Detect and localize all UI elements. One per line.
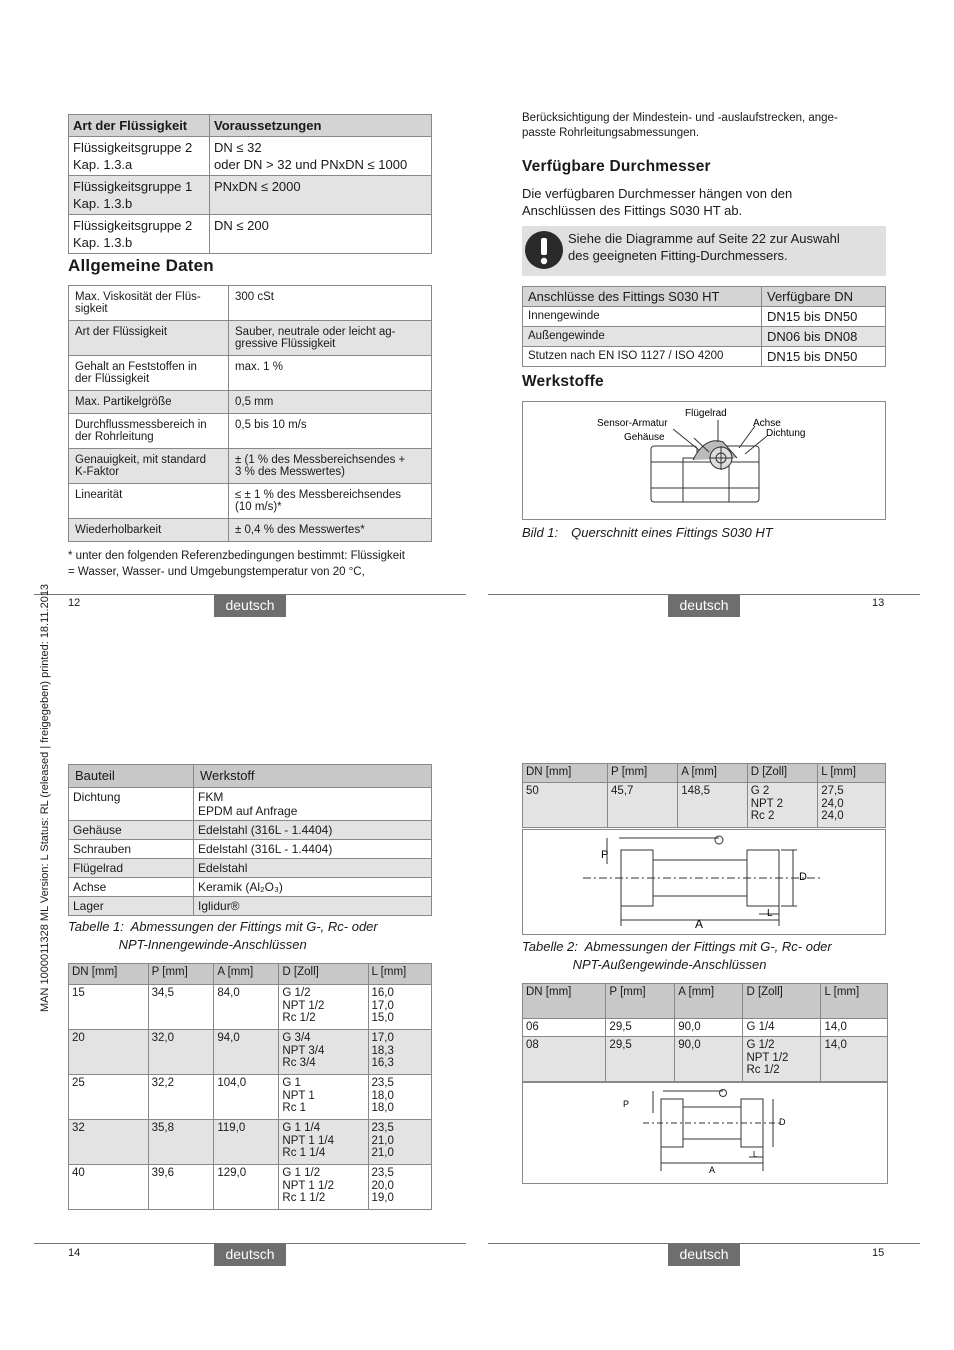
table-header: P [mm]	[606, 984, 675, 1019]
table-cell: Wiederholbarkeit	[69, 519, 229, 542]
table-row	[69, 897, 432, 916]
table-row	[69, 286, 432, 321]
table-cell: Kap. 1.3.b	[73, 196, 133, 211]
table-cell: 39,6	[148, 1165, 214, 1210]
dim-label-p: P	[601, 849, 609, 861]
external-thread-dimensions-table	[522, 983, 888, 1082]
label-sensor: Sensor-Armatur	[597, 418, 668, 429]
table-cell: DN15 bis DN50	[762, 307, 886, 327]
table-header: D [Zoll]	[747, 764, 818, 783]
dim-label-a: A	[709, 1165, 716, 1175]
table-cell: 35,8	[148, 1120, 214, 1165]
table-row	[69, 137, 432, 176]
label-gehaeuse: Gehäuse	[624, 432, 665, 443]
table-cell: 29,5	[606, 1019, 675, 1037]
table-cell: G 1/2 NPT 1/2 Rc 1/2	[279, 985, 368, 1030]
general-data-table	[68, 285, 432, 542]
table-cell: Flüssigkeitsgruppe 2	[73, 218, 193, 233]
page-number: 14	[68, 1247, 81, 1259]
table-cell: 32,2	[148, 1075, 214, 1120]
table-row	[523, 307, 886, 327]
table-header: A [mm]	[675, 984, 743, 1019]
table-cell: 119,0	[214, 1120, 279, 1165]
table-row	[69, 215, 432, 254]
table-row	[69, 1030, 432, 1075]
page-number: 12	[68, 597, 81, 609]
note-text: Siehe die Diagramme auf Seite 22 zur Auswahl des geeigneten Fitting-Durchmessers.	[568, 231, 840, 263]
table-caption: Tabelle 2: Abmessungen der Fittings mit G-, Rc- oder NPT-Außengewinde-Anschlüssen	[522, 939, 832, 972]
table-row	[523, 327, 886, 347]
intro-text: Berücksichtigung der Mindestein- und -auslaufstrecken, ange- passte Rohrleitungsabmessungen.	[522, 112, 838, 139]
table-cell: G 1/2 NPT 1/2 Rc 1/2	[743, 1037, 821, 1082]
dim-label-l: L	[767, 908, 773, 919]
language-badge: deutsch	[214, 595, 286, 617]
paragraph: Die verfügbaren Durchmesser hängen von den Anschlüssen des Fittings S030 HT ab.	[522, 186, 793, 218]
table-cell: Dichtung	[69, 788, 194, 821]
table-cell: Kap. 1.3.a	[73, 157, 133, 172]
table-cell: Linearität	[69, 484, 229, 519]
table-row	[69, 788, 432, 821]
fluid-group-table	[68, 114, 432, 254]
table-cell: Flügelrad	[69, 859, 194, 878]
language-badge: deutsch	[214, 1244, 286, 1266]
table-header: D [Zoll]	[279, 964, 368, 985]
table-cell: Iglidur®	[194, 897, 432, 916]
materials-table	[68, 764, 432, 916]
table-cell: Art der Flüssigkeit	[69, 321, 229, 356]
table-row	[69, 1075, 432, 1120]
table-row	[69, 321, 432, 356]
language-badge: deutsch	[668, 595, 740, 617]
table-cell: 90,0	[675, 1019, 743, 1037]
table-cell: 29,5	[606, 1037, 675, 1082]
warning-icon	[524, 230, 564, 270]
table-cell: G 3/4 NPT 3/4 Rc 3/4	[279, 1030, 368, 1075]
table-cell: 32	[69, 1120, 149, 1165]
table-cell: Edelstahl	[194, 859, 432, 878]
table-cell: Keramik (Al₂O₃)	[194, 878, 432, 897]
table-cell: 16,0 17,0 15,0	[368, 985, 431, 1030]
table-header: Bauteil	[69, 765, 194, 788]
table-header: A [mm]	[214, 964, 279, 985]
table-header: Werkstoff	[194, 765, 432, 788]
table-row	[69, 484, 432, 519]
table-header: L [mm]	[821, 984, 888, 1019]
table-cell: 17,0 18,3 16,3	[368, 1030, 431, 1075]
dim-label-l: L	[753, 1150, 758, 1159]
table-cell: Gehalt an Feststoffen in der Flüssigkeit	[69, 356, 229, 391]
table-cell: 104,0	[214, 1075, 279, 1120]
table-row	[69, 840, 432, 859]
table-row	[69, 356, 432, 391]
footnote: * unter den folgenden Referenzbedingungen bestimmt: Flüssigkeit = Wasser, Wasser- und Umgebungstemperatur von 20 °C,	[68, 550, 405, 578]
table-header: P [mm]	[608, 764, 678, 783]
dim-label-d: D	[779, 1117, 786, 1127]
table-row	[69, 414, 432, 449]
table-cell: 148,5	[678, 783, 747, 828]
table-cell: Flüssigkeitsgruppe 1	[73, 179, 193, 194]
info-note	[522, 226, 886, 276]
table-cell: 23,5 18,0 18,0	[368, 1075, 431, 1120]
figure-caption: Bild 1: Querschnitt eines Fittings S030 HT	[522, 525, 773, 540]
table-cell: Innengewinde	[523, 307, 762, 327]
table-header: Voraussetzungen	[210, 115, 432, 137]
table-cell: 27,5 24,0 24,0	[818, 783, 886, 828]
table-header: DN [mm]	[523, 764, 608, 783]
table-cell: 23,5 21,0 21,0	[368, 1120, 431, 1165]
external-thread-dn50-table	[522, 763, 886, 828]
table-cell: ≤ ± 1 % des Messbereichsendes (10 m/s)*	[229, 484, 432, 519]
table-header: Art der Flüssigkeit	[69, 115, 210, 137]
table-header: D [Zoll]	[743, 984, 821, 1019]
table-cell: Lager	[69, 897, 194, 916]
table-cell: Schrauben	[69, 840, 194, 859]
table-header: P [mm]	[148, 964, 214, 985]
table-cell: DN15 bis DN50	[762, 347, 886, 367]
table-row	[69, 859, 432, 878]
page-number: 13	[872, 597, 885, 609]
table-cell: 06	[523, 1019, 606, 1037]
dimension-drawing	[523, 1083, 887, 1183]
table-cell: 90,0	[675, 1037, 743, 1082]
table-cell: 94,0	[214, 1030, 279, 1075]
dimension-drawing	[523, 830, 885, 934]
table-cell: 0,5 bis 10 m/s	[229, 414, 432, 449]
table-cell: 129,0	[214, 1165, 279, 1210]
table-row	[69, 878, 432, 897]
table-cell: DN06 bis DN08	[762, 327, 886, 347]
table-cell: Kap. 1.3.b	[73, 235, 133, 250]
table-cell: 40	[69, 1165, 149, 1210]
page-number: 15	[872, 1247, 885, 1259]
table-cell: Außengewinde	[523, 327, 762, 347]
label-dichtung: Dichtung	[766, 428, 806, 439]
table-cell: 300 cSt	[229, 286, 432, 321]
table-cell: Achse	[69, 878, 194, 897]
table-header: Verfügbare DN	[762, 287, 886, 307]
table-cell: 08	[523, 1037, 606, 1082]
table-cell: FKM EPDM auf Anfrage	[194, 788, 432, 821]
table-cell: 50	[523, 783, 608, 828]
table-cell: Stutzen nach EN ISO 1127 / ISO 4200	[523, 347, 762, 367]
table-cell: DN ≤ 32	[214, 140, 262, 155]
table-row	[523, 347, 886, 367]
table-cell: 45,7	[608, 783, 678, 828]
table-cell: 0,5 mm	[229, 391, 432, 414]
table-cell: 84,0	[214, 985, 279, 1030]
table-cell: PNxDN ≤ 2000	[214, 179, 301, 194]
dim-label-a: A	[695, 917, 704, 931]
table-cell: G 1 1/2 NPT 1 1/2 Rc 1 1/2	[279, 1165, 368, 1210]
table-cell: Edelstahl (316L - 1.4404)	[194, 821, 432, 840]
table-cell: DN ≤ 200	[214, 218, 269, 233]
fitting-cross-section-drawing	[523, 402, 885, 519]
table-cell: 15	[69, 985, 149, 1030]
table-cell: G 2 NPT 2 Rc 2	[747, 783, 818, 828]
table-cell: 25	[69, 1075, 149, 1120]
table-row	[69, 985, 432, 1030]
table-cell: G 1 1/4 NPT 1 1/4 Rc 1 1/4	[279, 1120, 368, 1165]
table-caption: Tabelle 1: Abmessungen der Fittings mit G-, Rc- oder NPT-Innengewinde-Anschlüssen	[68, 919, 378, 952]
table-cell: G 1 NPT 1 Rc 1	[279, 1075, 368, 1120]
table-cell: 23,5 20,0 19,0	[368, 1165, 431, 1210]
table-cell: Gehäuse	[69, 821, 194, 840]
available-dn-table	[522, 286, 886, 367]
label-fluegelrad: Flügelrad	[685, 408, 727, 419]
table-row	[69, 519, 432, 542]
table-cell: ± 0,4 % des Messwertes*	[229, 519, 432, 542]
table-row	[523, 783, 886, 828]
table-cell: 34,5	[148, 985, 214, 1030]
table-header: DN [mm]	[523, 984, 606, 1019]
table-cell: ± (1 % des Messbereichsendes + 3 % des Messwertes)	[229, 449, 432, 484]
section-heading: Verfügbare Durchmesser	[522, 158, 711, 175]
table-cell: oder DN > 32 und PNxDN ≤ 1000	[214, 157, 408, 172]
dim-label-p: P	[623, 1099, 630, 1109]
table-row	[69, 1120, 432, 1165]
table-header: L [mm]	[368, 964, 431, 985]
table-cell: 14,0	[821, 1019, 888, 1037]
cross-section-figure	[522, 401, 886, 520]
table-header: DN [mm]	[69, 964, 149, 985]
table-cell: Flüssigkeitsgruppe 2	[73, 140, 193, 155]
fitting-drawing-small	[522, 1082, 888, 1184]
table-row	[69, 449, 432, 484]
table-row	[69, 821, 432, 840]
table-row	[523, 1037, 888, 1082]
table-header: Anschlüsse des Fittings S030 HT	[523, 287, 762, 307]
table-row	[69, 176, 432, 215]
section-heading: Allgemeine Daten	[68, 256, 214, 275]
internal-thread-dimensions-table	[68, 963, 432, 1210]
table-cell: Max. Partikelgröße	[69, 391, 229, 414]
document-status-sidebar: MAN 1000011328 ML Version: L Status: RL (released | freigegeben) printed: 18.11.2013	[39, 583, 51, 1012]
table-cell: Max. Viskosität der Flüs- sigkeit	[69, 286, 229, 321]
table-cell: Durchflussmessbereich in der Rohrleitung	[69, 414, 229, 449]
table-row	[69, 1165, 432, 1210]
dim-label-d: D	[799, 871, 807, 883]
table-cell: Edelstahl (316L - 1.4404)	[194, 840, 432, 859]
table-cell: 14,0	[821, 1037, 888, 1082]
table-cell: max. 1 %	[229, 356, 432, 391]
table-header: L [mm]	[818, 764, 886, 783]
section-heading: Werkstoffe	[522, 373, 604, 390]
language-badge: deutsch	[668, 1244, 740, 1266]
label-achse: Achse	[753, 418, 781, 429]
table-cell: Genauigkeit, mit standard K-Faktor	[69, 449, 229, 484]
table-header: A [mm]	[678, 764, 747, 783]
table-cell: Sauber, neutrale oder leicht ag- gressive Flüssigkeit	[229, 321, 432, 356]
fitting-drawing-large	[522, 829, 886, 935]
table-cell: 20	[69, 1030, 149, 1075]
table-cell: G 1/4	[743, 1019, 821, 1037]
table-row	[523, 1019, 888, 1037]
table-row	[69, 391, 432, 414]
table-cell: 32,0	[148, 1030, 214, 1075]
